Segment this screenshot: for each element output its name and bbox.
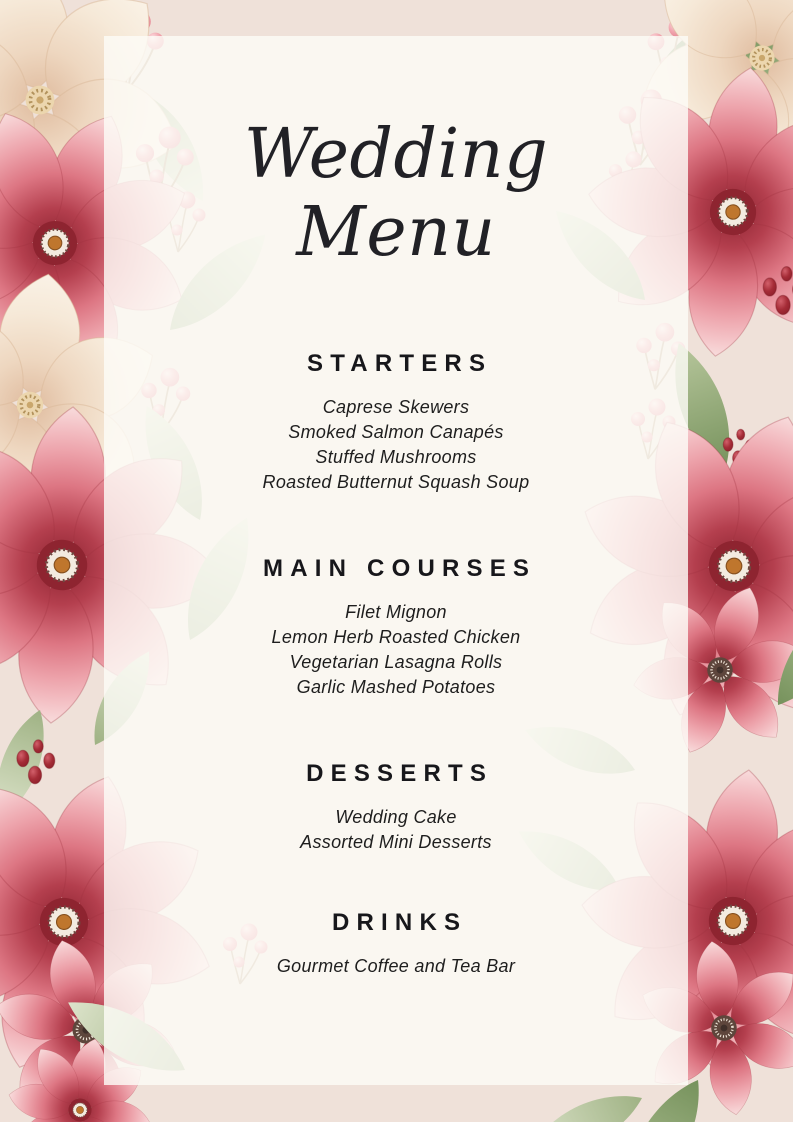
menu-item: Caprese Skewers — [322, 397, 470, 417]
menu-item: Lemon Herb Roasted Chicken — [271, 627, 521, 647]
menu-item: Roasted Butternut Squash Soup — [262, 472, 530, 492]
section-desserts — [104, 759, 688, 855]
section-drinks — [104, 908, 688, 979]
starters-items — [104, 395, 688, 495]
menu-title — [104, 116, 688, 272]
menu-title-line2: Menu — [296, 193, 496, 272]
menu-content — [104, 0, 688, 1122]
menu-item: Stuffed Mushrooms — [315, 447, 477, 467]
menu-title-line1: Wedding — [243, 115, 549, 194]
section-heading-drinks: DRINKS — [331, 909, 468, 936]
menu-item: Assorted Mini Desserts — [300, 832, 492, 852]
section-heading-main-courses: MAIN COURSES — [263, 555, 537, 582]
menu-item: Wedding Cake — [335, 807, 457, 827]
menu-item: Vegetarian Lasagna Rolls — [289, 652, 503, 672]
main-courses-items — [104, 600, 688, 700]
menu-item: Gourmet Coffee and Tea Bar — [276, 956, 516, 976]
section-main-courses — [104, 554, 688, 700]
section-starters — [104, 349, 688, 495]
drinks-items — [104, 954, 688, 979]
menu-item: Filet Mignon — [345, 602, 447, 622]
desserts-items — [104, 805, 688, 855]
menu-item: Garlic Mashed Potatoes — [296, 677, 496, 697]
section-heading-desserts: DESSERTS — [306, 760, 494, 787]
menu-item: Smoked Salmon Canapés — [288, 422, 504, 442]
section-heading-starters: STARTERS — [307, 350, 493, 377]
